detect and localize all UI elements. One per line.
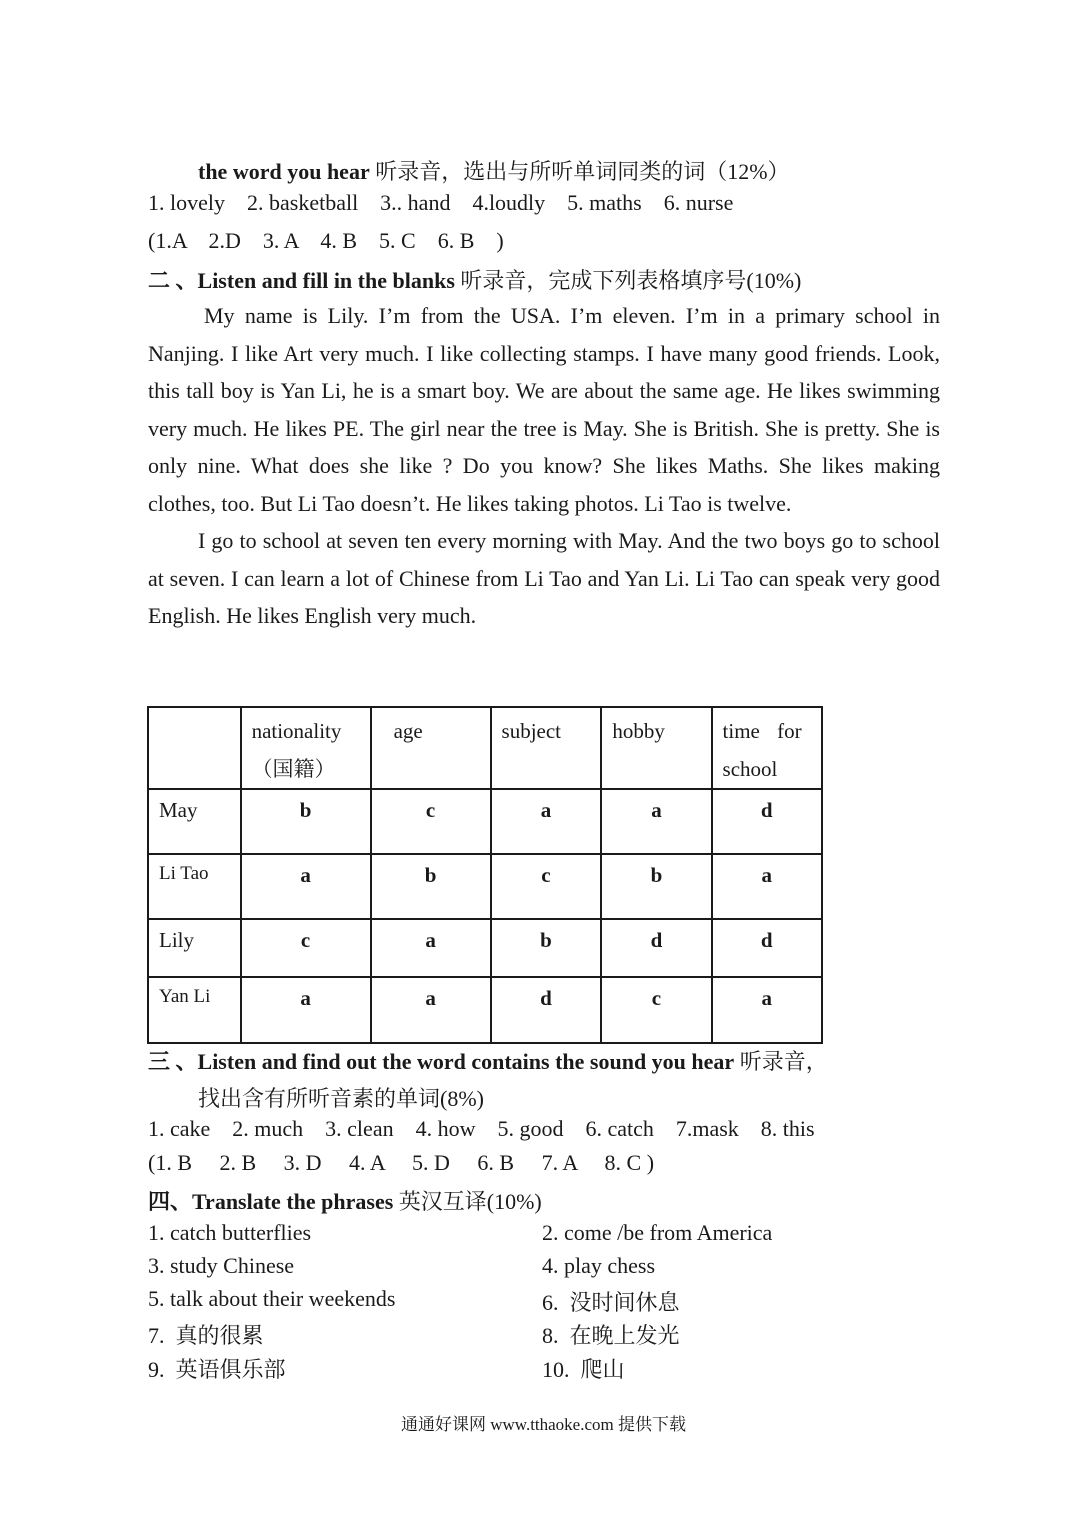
phrase-item: 1. catch butterflies bbox=[148, 1220, 312, 1245]
section3-items: 1. cake 2. much 3. clean 4. how 5. good 6. catch 7.mask 8. this bbox=[148, 1116, 815, 1141]
table-cell: b bbox=[371, 854, 491, 919]
section1-answers: (1.A 2.D 3. A 4. B 5. C 6. B ) bbox=[148, 228, 504, 253]
table-header-hobby: hobby bbox=[601, 707, 711, 789]
table-cell: a bbox=[241, 854, 371, 919]
section3-heading-zh-line2: 找出含有所听音素的单词(8%) bbox=[198, 1086, 484, 1111]
table-cell: c bbox=[601, 977, 711, 1043]
table-cell: b bbox=[601, 854, 711, 919]
section1-heading bbox=[198, 155, 790, 186]
table-row bbox=[148, 854, 822, 919]
table-cell: c bbox=[491, 854, 602, 919]
section4-heading bbox=[148, 1185, 542, 1216]
table-cell: b bbox=[241, 789, 371, 854]
section3-number: 三 、 bbox=[148, 1049, 198, 1074]
passage-paragraph-1: My name is Lily. I’m from the USA. I’m eleven. I’m in a primary school in Nanjing. I like Art very much. I like collecting stamps. I have many good friends. Look, this tall boy is Yan Li, he is a smart boy. We are about the same age. He likes swimming very much. He likes PE. The girl near the tree is May. She is British. She is pretty. She is only nine. What does she like ? Do you know? She likes Maths. She likes making clothes, too. But Li Tao doesn’t. He likes taking photos. Li Tao is twelve. bbox=[148, 303, 940, 516]
table-row bbox=[148, 919, 822, 977]
table-row-name: Yan Li bbox=[148, 977, 241, 1043]
table-header-empty bbox=[148, 707, 241, 789]
table-row-name: May bbox=[148, 789, 241, 854]
phrase-item: 8. 在晚上发光 bbox=[542, 1323, 680, 1348]
table-cell: d bbox=[601, 919, 711, 977]
table-cell: d bbox=[491, 977, 602, 1043]
phrase-item: 9. 英语俱乐部 bbox=[148, 1357, 286, 1382]
phrase-item: 10. 爬山 bbox=[542, 1357, 625, 1382]
section2-heading bbox=[148, 264, 801, 295]
table-cell: b bbox=[491, 919, 602, 977]
phrase-item: 5. talk about their weekends bbox=[148, 1286, 396, 1311]
table-row-name: Li Tao bbox=[148, 854, 241, 919]
passage bbox=[148, 297, 940, 635]
table-row bbox=[148, 977, 822, 1043]
table-cell: c bbox=[241, 919, 371, 977]
phrase-item: 3. study Chinese bbox=[148, 1253, 295, 1278]
section1-heading-zh: 听录音，选出与所听单词同类的词（12%） bbox=[375, 159, 790, 184]
table-cell: a bbox=[241, 977, 371, 1043]
table-cell: a bbox=[371, 919, 491, 977]
section1-items: 1. lovely 2. basketball 3.. hand 4.loudly 5. maths 6. nurse bbox=[148, 190, 734, 215]
table-cell: a bbox=[371, 977, 491, 1043]
table-header-nationality: nationality （国籍） bbox=[241, 707, 371, 789]
section2-heading-en: Listen and fill in the blanks bbox=[197, 268, 455, 293]
table-cell: a bbox=[491, 789, 602, 854]
section2-number: 二 、 bbox=[148, 268, 198, 293]
table-header-time: time for school bbox=[712, 707, 822, 789]
answer-table bbox=[147, 706, 823, 1044]
phrase-item: 6. 没时间休息 bbox=[542, 1290, 680, 1315]
passage-paragraph-2: I go to school at seven ten every morning with May. And the two boys go to school at seven. I can learn a lot of Chinese from Li Tao and Yan Li. Li Tao can speak very good English. He likes English very much. bbox=[148, 528, 940, 628]
phrase-item: 7. 真的很累 bbox=[148, 1323, 264, 1348]
table-header-age: age bbox=[371, 707, 491, 789]
table-cell: d bbox=[712, 919, 822, 977]
phrase-item: 2. come /be from America bbox=[542, 1220, 773, 1245]
table-header-subject: subject bbox=[491, 707, 602, 789]
section4-number: 四、 bbox=[148, 1189, 193, 1214]
table-cell: a bbox=[712, 854, 822, 919]
table-cell: a bbox=[712, 977, 822, 1043]
section4-heading-zh: 英汉互译(10%) bbox=[398, 1189, 542, 1214]
footer-source: 通通好课网 www.tthaoke.com 提供下载 bbox=[400, 1415, 687, 1434]
section1-heading-en: the word you hear bbox=[198, 159, 370, 184]
section4-heading-en: Translate the phrases bbox=[192, 1189, 394, 1214]
phrase-item: 4. play chess bbox=[542, 1253, 656, 1278]
table-cell: c bbox=[371, 789, 491, 854]
section3-heading-zh: 听录音， bbox=[739, 1049, 828, 1074]
section3-heading bbox=[148, 1045, 828, 1076]
table-header-row bbox=[148, 707, 822, 789]
section3-heading-en: Listen and find out the word contains the sound you hear bbox=[197, 1049, 735, 1074]
table-cell: d bbox=[712, 789, 822, 854]
table-cell: a bbox=[601, 789, 711, 854]
section3-answers: (1. B 2. B 3. D 4. A 5. D 6. B 7. A 8. C ) bbox=[148, 1150, 655, 1175]
table-row bbox=[148, 789, 822, 854]
table-row-name: Lily bbox=[148, 919, 241, 977]
section2-heading-zh: 听录音，完成下列表格填序号(10%) bbox=[460, 268, 802, 293]
